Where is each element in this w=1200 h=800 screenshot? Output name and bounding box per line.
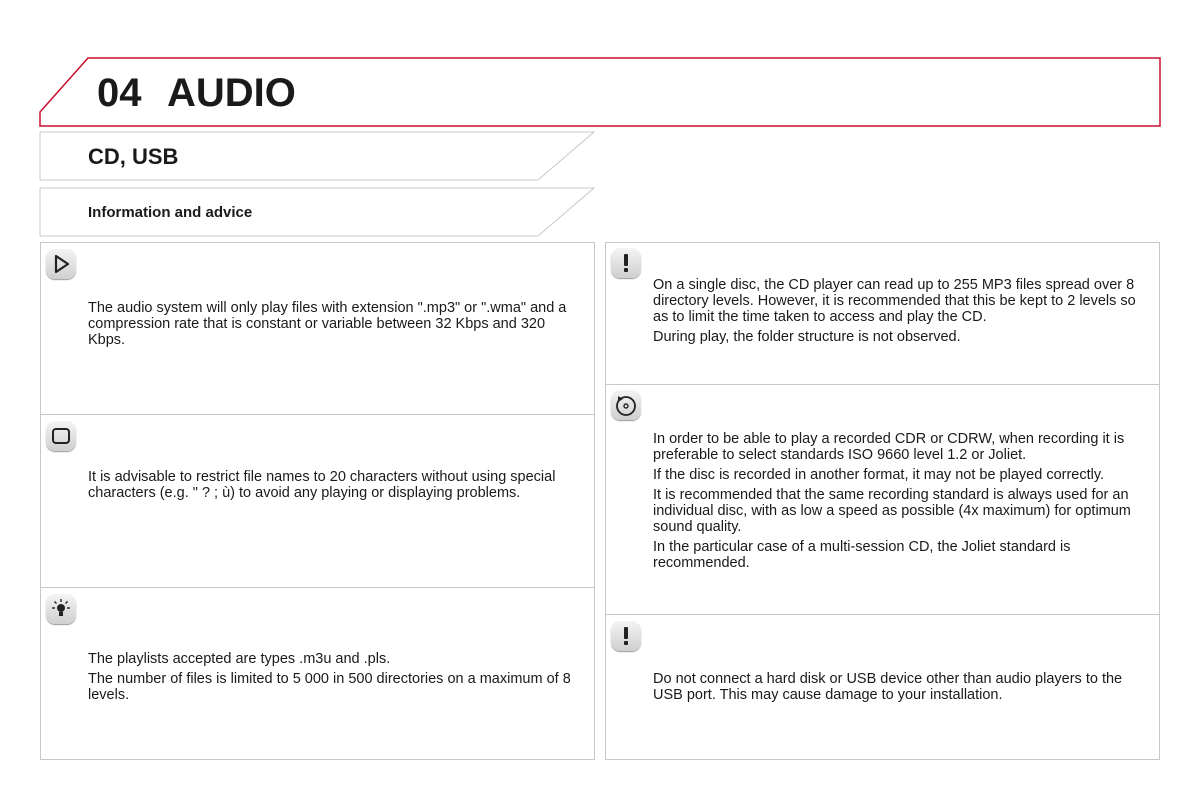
recording-paragraph-4: In the particular case of a multi-session CD, the Joliet standard is recommended. (653, 539, 1071, 571)
warning-exclamation-icon (611, 248, 641, 278)
light-bulb-icon (46, 594, 76, 624)
rounded-square-icon (46, 421, 76, 451)
recording-paragraph-3: It is recommended that the same recording standard is always used for an individual disc, with as low a speed as possible (4x maximum) for optimum sound quality. (653, 487, 1131, 535)
disc-limits-text (653, 277, 1153, 349)
recording-paragraph-2: If the disc is recorded in another format, it may not be played correctly. (653, 467, 1105, 483)
playlists-paragraph-2: The number of files is limited to 5 000 in 500 directories on a maximum of 8 levels. (88, 671, 571, 703)
playlists-text (88, 651, 583, 707)
filenames-paragraph-1: It is advisable to restrict file names to 20 characters without using special characters (e.g. " ? ; ù) to avoid any playing or displaying problems. (88, 469, 556, 501)
chapter-number: 04 (97, 71, 142, 115)
disc-icon (611, 390, 641, 420)
play-triangle-icon (46, 249, 76, 279)
recording-text (653, 431, 1158, 575)
playlists-paragraph-1: The playlists accepted are types .m3u and .pls. (88, 651, 391, 667)
usb-warning-paragraph-1: Do not connect a hard disk or USB device other than audio players to the USB port. This may cause damage to your installation. (653, 671, 1123, 703)
warning-exclamation-icon (611, 621, 641, 651)
formats-text (88, 300, 583, 352)
formats-paragraph-1: The audio system will only play files with extension ".mp3" or ".wma" and a compression rate that is constant or variable between 32 Kbps and 320 Kbps. (88, 300, 567, 348)
usb-warning-text (653, 671, 1153, 707)
recording-paragraph-1: In order to be able to play a recorded CDR or CDRW, when recording it is preferable to select standards ISO 9660 level 1.2 or Joliet. (653, 431, 1125, 463)
filenames-text (88, 469, 583, 505)
disc-limits-paragraph-1: On a single disc, the CD player can read up to 255 MP3 files spread over 8 directory levels. However, it is recommended that this be kept to 2 levels so as to limit the time taken to access and play the CD. (653, 277, 1136, 325)
section-title: CD, USB (88, 144, 179, 169)
chapter-title: AUDIO (167, 71, 296, 115)
subsection-title: Information and advice (88, 204, 253, 221)
disc-limits-paragraph-2: During play, the folder structure is not observed. (653, 329, 961, 345)
